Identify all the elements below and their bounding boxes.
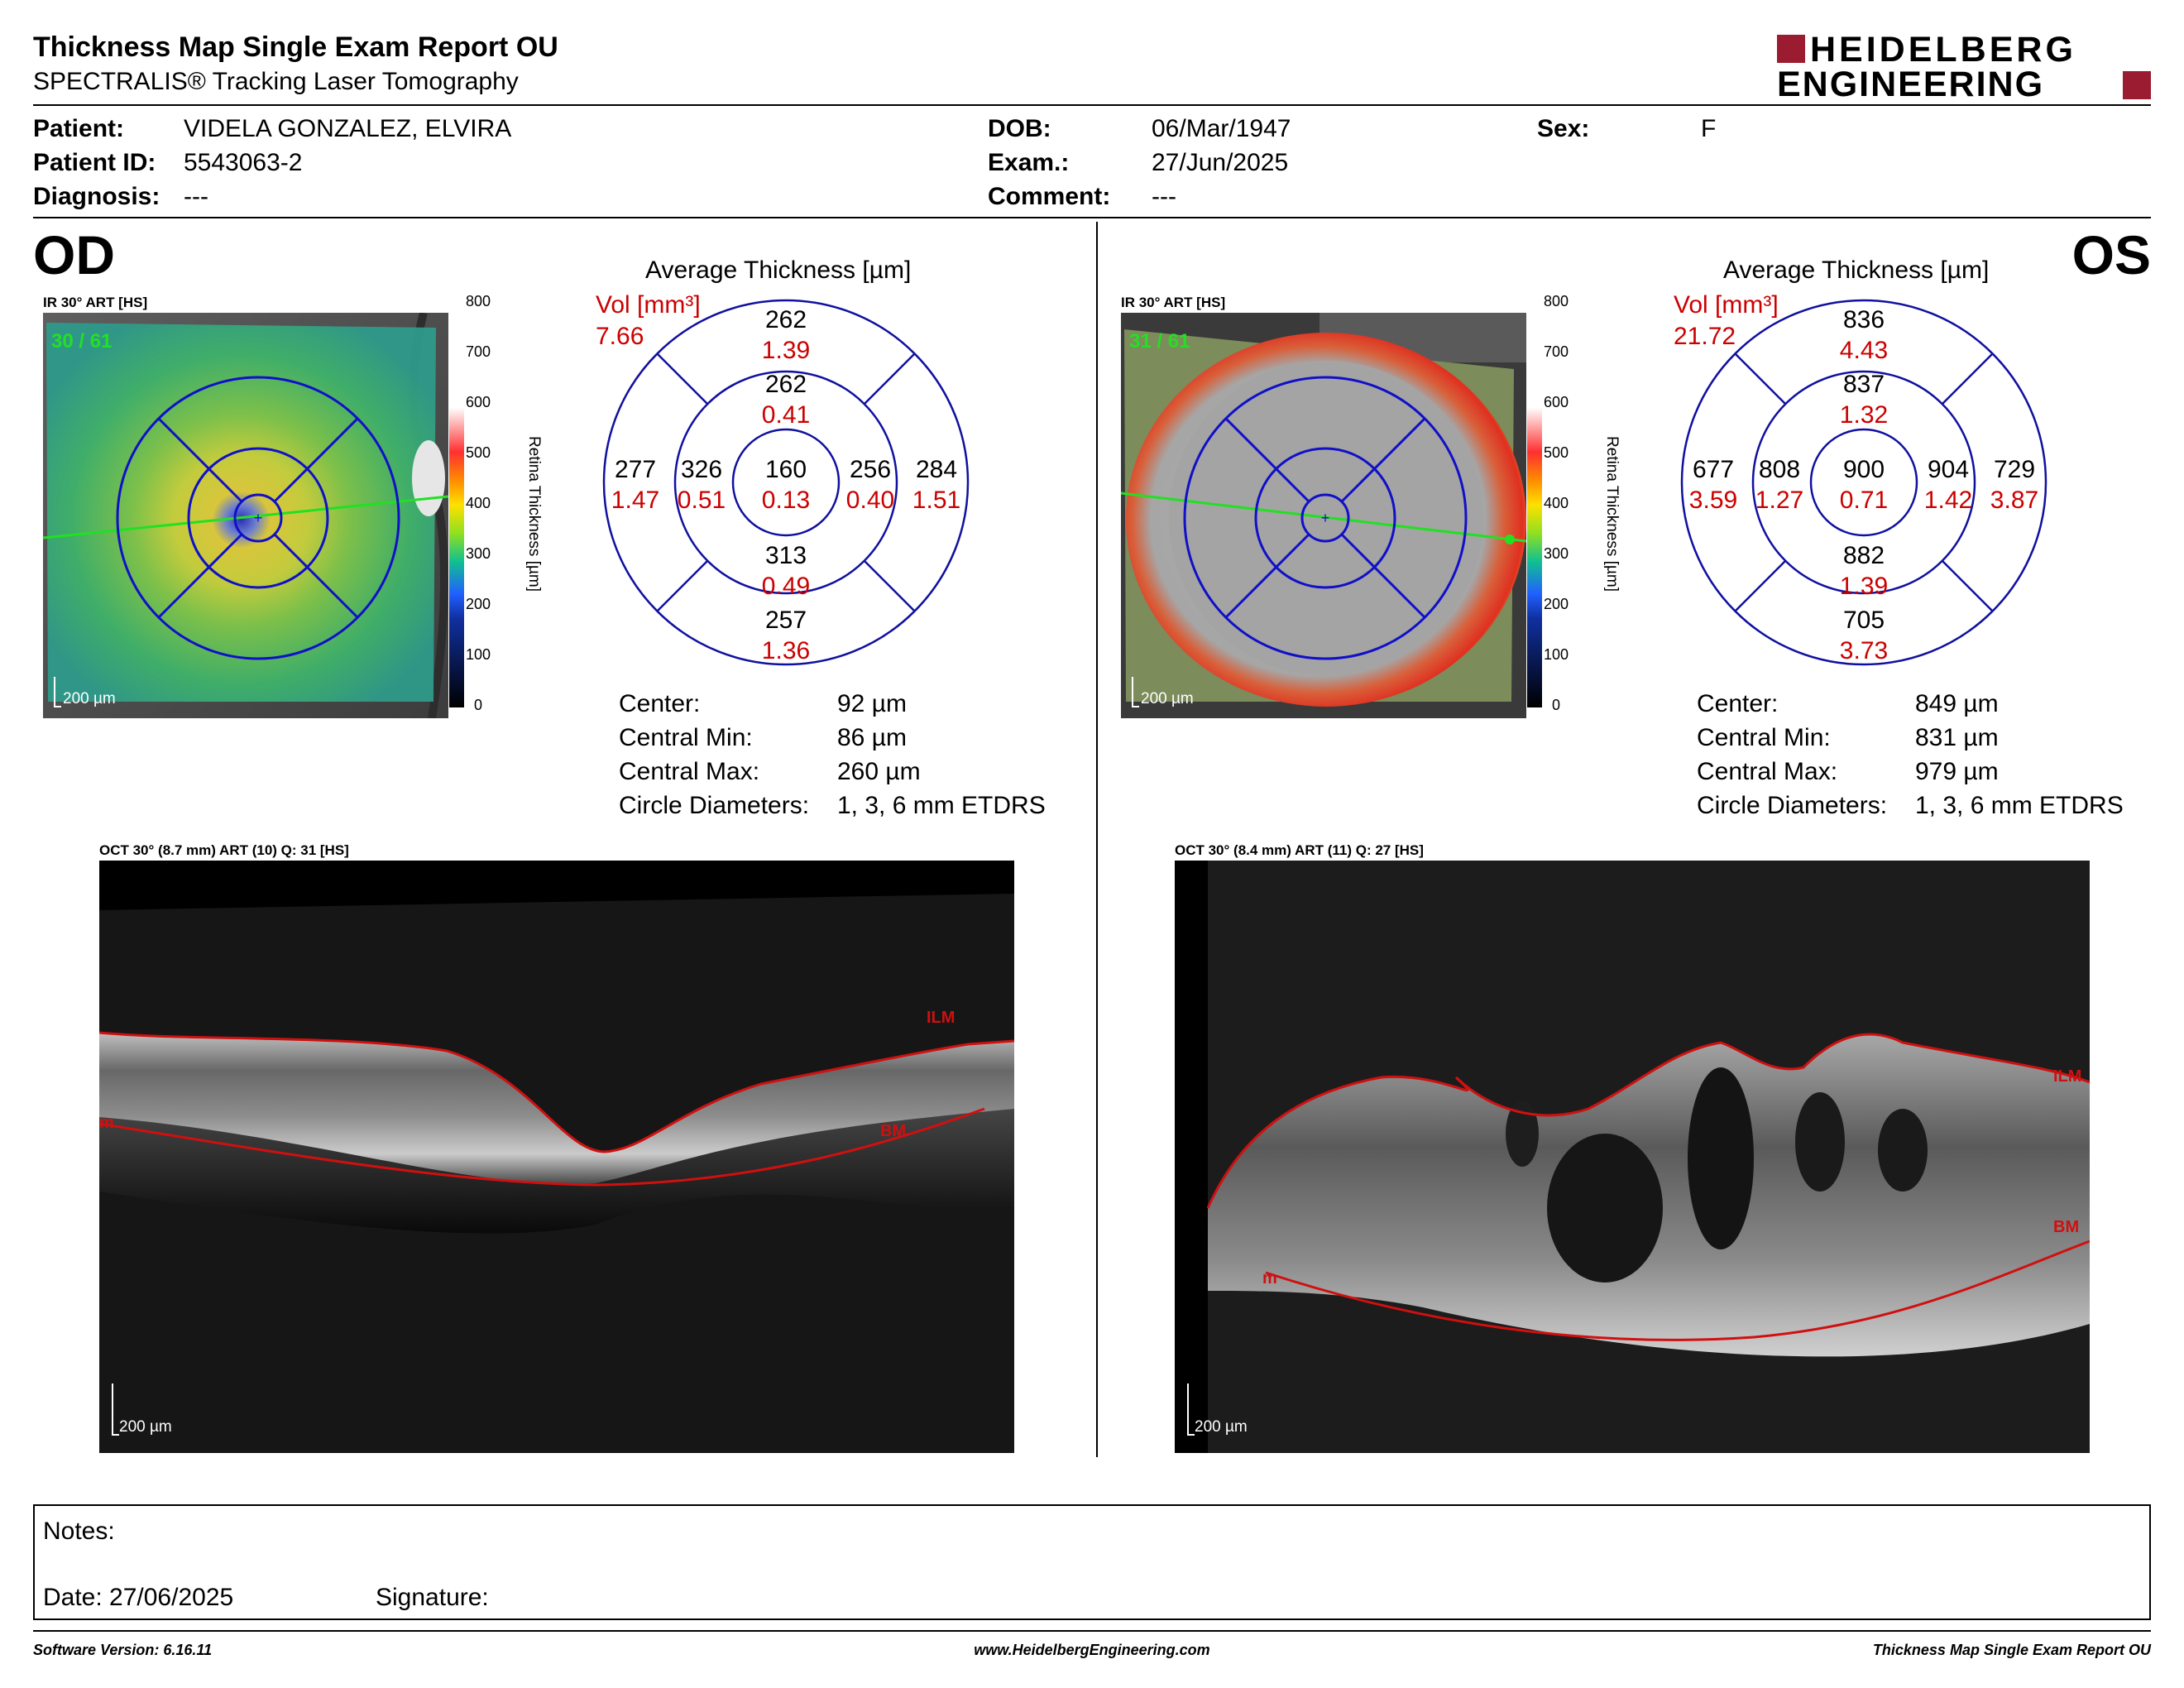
od-vol-label: Vol [mm³] (596, 291, 701, 319)
od-stat-diam-label: Circle Diameters: (619, 792, 810, 819)
od-stat-min-value: 86 µm (837, 724, 907, 751)
os-stat-center-label: Center: (1697, 690, 1779, 717)
od-inner-superior-thickness: 262 (764, 371, 807, 398)
od-oct-bscan (99, 861, 1014, 1453)
od-stat-min-label: Central Min: (619, 724, 753, 751)
date-label: Date: 27/06/2025 (43, 1584, 234, 1611)
os-inner-right-volume: 1.42 (1923, 487, 1973, 514)
od-inner-inferior-thickness: 313 (764, 542, 807, 569)
od-scale-bar: 200 µm (63, 690, 116, 707)
comment-value: --- (1152, 183, 1176, 210)
os-stat-min-value: 831 µm (1915, 724, 1999, 751)
os-outer-right-thickness: 729 (1993, 456, 2036, 483)
logo-line-1: HEIDELBERG (1810, 30, 2076, 70)
od-inner-superior-volume: 0.41 (761, 401, 811, 429)
os-outer-inferior-volume: 3.73 (1839, 637, 1889, 664)
svg-text:+: + (253, 510, 263, 526)
os-outer-right-volume: 3.87 (1990, 487, 2039, 514)
os-etdrs-grid (1680, 295, 2048, 670)
dob-value: 06/Mar/1947 (1152, 115, 1291, 142)
tick-100: 100 (466, 646, 491, 663)
tick-500: 500 (466, 444, 491, 461)
patient-id: 5543063-2 (184, 149, 303, 176)
od-frames: 30 / 61 (51, 330, 113, 352)
os-m-label: m (1262, 1269, 1277, 1288)
tick-400: 400 (466, 495, 491, 511)
patient-name: VIDELA GONZALEZ, ELVIRA (184, 115, 512, 142)
exam-label: Exam.: (988, 149, 1070, 176)
od-outer-right-volume: 1.51 (912, 487, 961, 514)
website-link[interactable]: www.HeidelbergEngineering.com (974, 1642, 1210, 1658)
od-eye-label: OD (33, 224, 115, 285)
patient-label: Patient: (33, 115, 125, 142)
os-inner-left-volume: 1.27 (1755, 487, 1804, 514)
os-outer-left-thickness: 677 (1692, 456, 1735, 483)
header-divider (33, 104, 2151, 106)
tick-0: 0 (474, 697, 483, 713)
tick-300: 300 (466, 545, 491, 562)
os-color-scale (1527, 302, 1542, 707)
od-outer-right-thickness: 284 (915, 456, 958, 483)
os-inner-superior-volume: 1.32 (1839, 401, 1889, 429)
od-avg-title: Average Thickness [µm] (645, 257, 912, 284)
os-vol-label: Vol [mm³] (1674, 291, 1779, 319)
od-scale-title: Retina Thickness [µm] (525, 436, 543, 592)
os-scale-title: Retina Thickness [µm] (1603, 436, 1621, 592)
od-inner-left-thickness: 326 (680, 456, 723, 483)
tick-200: 200 (466, 596, 491, 612)
os-bm-label: BM (2053, 1218, 2080, 1236)
od-outer-inferior-volume: 1.36 (761, 637, 811, 664)
od-inner-inferior-volume: 0.49 (761, 573, 811, 600)
svg-text:+: + (1320, 510, 1330, 526)
od-center-volume: 0.13 (761, 487, 811, 514)
od-inner-right-thickness: 256 (849, 456, 892, 483)
tick-700: 700 (1544, 343, 1569, 360)
os-stat-max-label: Central Max: (1697, 758, 1838, 785)
os-center-volume: 0.71 (1839, 487, 1889, 514)
footer-divider (33, 1630, 2151, 1632)
dob-label: DOB: (988, 115, 1051, 142)
od-outer-inferior-thickness: 257 (764, 607, 807, 634)
os-eye-label: OS (2071, 224, 2151, 285)
diagnosis-label: Diagnosis: (33, 183, 160, 210)
notes-label: Notes: (43, 1518, 115, 1545)
tick-800: 800 (466, 293, 491, 309)
od-m-label: m (99, 1114, 114, 1132)
od-stat-max-label: Central Max: (619, 758, 760, 785)
os-thickness-map (1121, 313, 1526, 718)
comment-label: Comment: (988, 183, 1111, 210)
tick-500: 500 (1544, 444, 1569, 461)
od-inner-left-volume: 0.51 (677, 487, 726, 514)
os-vol-total: 21.72 (1674, 323, 1736, 350)
os-inner-left-thickness: 808 (1758, 456, 1801, 483)
od-color-scale (449, 302, 464, 707)
os-scale-ticks (1544, 293, 1593, 715)
patient-divider (33, 217, 2151, 218)
patient-id-label: Patient ID: (33, 149, 156, 176)
tick-600: 600 (1544, 394, 1569, 410)
os-stat-max-value: 979 µm (1915, 758, 1999, 785)
tick-200: 200 (1544, 596, 1569, 612)
report-title: Thickness Map Single Exam Report OU (33, 31, 558, 63)
od-etdrs-grid (602, 295, 970, 670)
os-outer-superior-thickness: 836 (1842, 306, 1885, 333)
od-stat-max-value: 260 µm (837, 758, 921, 785)
notes-box[interactable] (33, 1504, 2151, 1620)
report-subtitle: SPECTRALIS® Tracking Laser Tomography (33, 68, 519, 95)
logo-line-2: ENGINEERING (1777, 65, 2045, 104)
od-ir-label: IR 30° ART [HS] (43, 295, 148, 310)
od-scale-ticks (466, 293, 515, 715)
od-ilm-label: ILM (927, 1009, 956, 1027)
od-oct-label: OCT 30° (8.7 mm) ART (10) Q: 31 [HS] (99, 842, 349, 858)
tick-600: 600 (466, 394, 491, 410)
od-center-thickness: 160 (764, 456, 807, 483)
footer-report-title: Thickness Map Single Exam Report OU (1872, 1642, 2151, 1658)
os-center-thickness: 900 (1842, 456, 1885, 483)
os-frames: 31 / 61 (1129, 330, 1190, 352)
sex-label: Sex: (1537, 115, 1590, 142)
signature-label: Signature: (376, 1584, 489, 1611)
od-oct-scale: 200 µm (119, 1418, 172, 1436)
od-stat-center-label: Center: (619, 690, 701, 717)
os-oct-bscan (1175, 861, 2090, 1453)
os-oct-label: OCT 30° (8.4 mm) ART (11) Q: 27 [HS] (1175, 842, 1424, 858)
logo-square-bottom (2123, 71, 2151, 99)
os-stat-diam-value: 1, 3, 6 mm ETDRS (1915, 792, 2124, 819)
os-avg-title: Average Thickness [µm] (1723, 257, 1990, 284)
center-divider (1096, 222, 1098, 1457)
os-inner-superior-thickness: 837 (1842, 371, 1885, 398)
tick-100: 100 (1544, 646, 1569, 663)
exam-value: 27/Jun/2025 (1152, 149, 1289, 176)
os-inner-inferior-thickness: 882 (1842, 542, 1885, 569)
od-outer-left-volume: 1.47 (611, 487, 660, 514)
tick-700: 700 (466, 343, 491, 360)
os-outer-inferior-thickness: 705 (1842, 607, 1885, 634)
tick-400: 400 (1544, 495, 1569, 511)
od-stat-diam-value: 1, 3, 6 mm ETDRS (837, 792, 1046, 819)
tick-0: 0 (1552, 697, 1561, 713)
od-inner-right-volume: 0.40 (845, 487, 895, 514)
diagnosis-value: --- (184, 183, 208, 210)
os-outer-left-volume: 3.59 (1688, 487, 1738, 514)
os-stat-min-label: Central Min: (1697, 724, 1831, 751)
os-stat-center-value: 849 µm (1915, 690, 1999, 717)
od-bm-label: BM (880, 1122, 907, 1140)
sex-value: F (1701, 115, 1717, 142)
os-inner-inferior-volume: 1.39 (1839, 573, 1889, 600)
od-stat-center-value: 92 µm (837, 690, 907, 717)
od-outer-left-thickness: 277 (614, 456, 657, 483)
tick-800: 800 (1544, 293, 1569, 309)
heidelberg-logo (1777, 31, 2151, 103)
od-outer-superior-volume: 1.39 (761, 337, 811, 364)
os-oct-scale: 200 µm (1195, 1418, 1248, 1436)
os-scale-bar: 200 µm (1141, 690, 1194, 707)
os-inner-right-thickness: 904 (1927, 456, 1970, 483)
os-stat-diam-label: Circle Diameters: (1697, 792, 1888, 819)
od-outer-superior-thickness: 262 (764, 306, 807, 333)
od-vol-total: 7.66 (596, 323, 644, 350)
tick-300: 300 (1544, 545, 1569, 562)
logo-square-top (1777, 35, 1805, 63)
os-ir-label: IR 30° ART [HS] (1121, 295, 1226, 310)
software-version: Software Version: 6.16.11 (33, 1642, 213, 1658)
os-outer-superior-volume: 4.43 (1839, 337, 1889, 364)
os-ilm-label: ILM (2053, 1067, 2082, 1086)
od-thickness-map (43, 313, 448, 718)
